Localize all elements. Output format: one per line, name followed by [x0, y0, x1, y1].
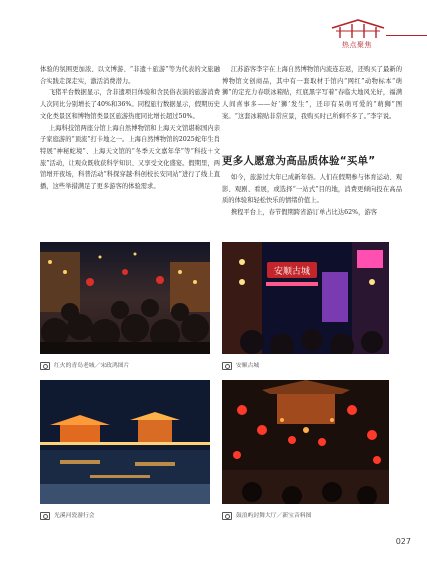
paragraph: 携程平台上，春节假期跨省游订单占比达62%，游客	[230, 209, 378, 217]
section-label: 热点聚焦	[342, 41, 372, 49]
page-number: 027	[395, 537, 411, 546]
paragraph: 体验的氛围更加浓、以文博游、“非遗＋旅游”等为代表的文旅融合实践走深走实，激活消费潜力。	[40, 66, 220, 85]
photo-old-town-crowd	[40, 242, 210, 354]
left-column	[40, 64, 220, 193]
section-title: 更多人愿意为高品质体验“买单”	[222, 155, 376, 167]
photo-caption: 鼓浪屿封舞大厅／新宝音料图	[222, 510, 311, 520]
sign-text: 安顺古城	[273, 267, 311, 277]
pavilion-logo-icon	[330, 18, 386, 40]
photo-ancient-town	[222, 242, 389, 354]
paragraph: 上海科技馆两座分馆上海自然博物馆和上海天文馆堪称国内亲子家庭游的“顶流”打卡地之一。上海自然博物馆的2025蛇年生肖特展“神秘蛇境”、上海天文馆的“冬季天文嘉年华”等“科技＋文旅”活动，让观众既收获科学知识、又享受文化盛宴。假期里，两馆增开夜场，科普活动“科探穿越·科创校长安同站”进行了线上直播，这些举措满足了更多游客的体验需求。	[40, 124, 220, 191]
camera-icon	[222, 512, 232, 520]
camera-icon	[222, 362, 232, 370]
photo-river-night	[40, 380, 210, 504]
camera-icon	[40, 362, 50, 370]
right-column-top	[222, 64, 402, 123]
photo-caption: 光溪河瓷游行会	[40, 510, 95, 520]
paragraph: 飞猪平台数据显示，含非遗项目体验和含民俗表演的旅游消费人次同比分别增长了40%和36%。同程旅行数据显示，假期历史文化类景区和博物馆类景区旅游热度同比增长超过50%。	[40, 89, 220, 120]
paragraph: 如今，旅游过大年已成新年俗。人们在假期参与体育运动、观影、观剧、看展，或选择“一站式”目的地，消费更倾向投在高品质的体验和轻松快乐的情绪价值上。	[222, 174, 402, 205]
photo-caption: 红火的青岛老城／宋政鸿图片	[40, 360, 129, 370]
header-rule	[386, 35, 427, 36]
paragraph: 江苏游客李宇在上海自然博物馆内流连忘返，还购买了最新的博物馆文创商品，其中有一套取材于馆内“网红”动物标本“萌狮”的定充力春联冰箱贴，红底黑字写着“春临大地风光好，福满人间喜事多——好‘狮’发生”，还印有呆萌可爱的“萌狮”图案。“这套冰箱贴非常应景，我购买时已所剩不多了。”李宇说。	[222, 66, 402, 120]
photo-caption: 安顺古城	[222, 360, 259, 370]
right-column-bottom	[222, 172, 402, 219]
camera-icon	[40, 512, 50, 520]
section-logo	[330, 18, 386, 52]
photo-lantern-hall	[222, 380, 389, 504]
